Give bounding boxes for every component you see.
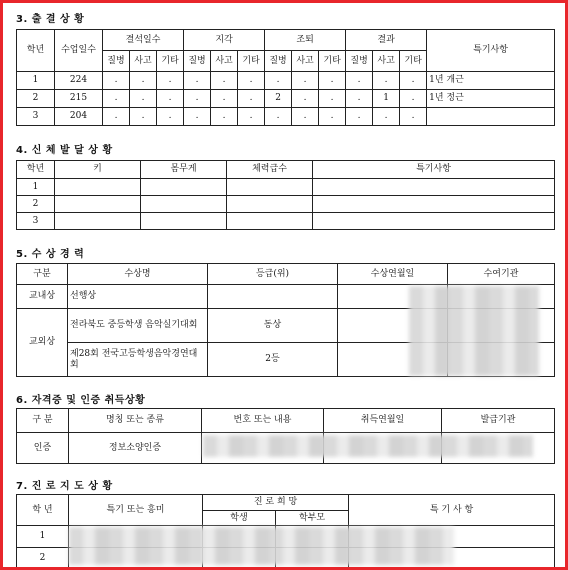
cell-value: . <box>400 72 427 90</box>
cell-value: . <box>400 108 427 126</box>
physical-title: 4. 신 체 발 달 상 황 <box>16 145 113 156</box>
cell-value: . <box>184 108 211 126</box>
header-early-leave: 조퇴 <box>265 30 346 51</box>
header-missed-class: 결과 <box>346 30 427 51</box>
sub-illness: 질병 <box>103 51 130 72</box>
cell-award-name: 제28회 전국고등학생음악경연대회 <box>68 343 208 377</box>
cell-value: 1 <box>373 90 400 108</box>
header-cert-number: 번호 또는 내용 <box>202 409 324 433</box>
header-note: 특 기 사 항 <box>349 495 555 526</box>
cell-grade: 3 <box>17 108 55 126</box>
header-note: 특기사항 <box>313 161 555 179</box>
sub-illness: 질병 <box>346 51 373 72</box>
cell-value: . <box>292 108 319 126</box>
cell-value: . <box>346 108 373 126</box>
header-career-hope: 진 로 희 망 <box>203 495 349 511</box>
cell-award-name: 선행상 <box>68 285 208 309</box>
cell-value: 2 <box>265 90 292 108</box>
cell-days: 215 <box>55 90 103 108</box>
cell-value: . <box>238 72 265 90</box>
header-cert-issuer: 발급기관 <box>442 409 555 433</box>
cell-value: . <box>346 90 373 108</box>
cell-value: . <box>103 72 130 90</box>
cell-value: . <box>157 90 184 108</box>
cell-category: 교내상 <box>17 285 68 309</box>
cell-value: . <box>319 90 346 108</box>
cell-category: 인증 <box>17 433 69 464</box>
redacted-area <box>69 527 454 565</box>
career-title: 7. 진 로 지 도 상 황 <box>16 481 113 492</box>
cell-value: . <box>373 72 400 90</box>
table-row <box>17 108 555 126</box>
header-category: 구분 <box>17 264 68 285</box>
header-grade: 학 년 <box>17 495 69 526</box>
header-award-name: 수상명 <box>68 264 208 285</box>
cell-value: . <box>319 72 346 90</box>
cell-value: . <box>265 72 292 90</box>
cell-value: . <box>103 90 130 108</box>
certs-title: 6. 자격증 및 인증 취득상황 <box>16 395 146 406</box>
cell-value: . <box>265 108 292 126</box>
cell-value: . <box>211 90 238 108</box>
header-note: 특기사항 <box>427 30 555 72</box>
header-interest: 특기 또는 흥미 <box>69 495 203 526</box>
header-height: 키 <box>55 161 141 179</box>
header-fitness: 체력급수 <box>227 161 313 179</box>
cell-value: . <box>373 108 400 126</box>
header-cert-date: 취득연월일 <box>324 409 442 433</box>
header-award-date: 수상연월일 <box>338 264 448 285</box>
table-row <box>17 213 555 230</box>
cell-value: . <box>292 90 319 108</box>
cell-value: . <box>157 108 184 126</box>
cell-note: 1년 정근 <box>427 90 555 108</box>
header-grade: 학년 <box>17 161 55 179</box>
cell-value: . <box>103 108 130 126</box>
cell-grade: 1 <box>17 72 55 90</box>
attendance-title: 3. 출 결 상 황 <box>16 14 85 25</box>
cell-value: . <box>238 108 265 126</box>
table-row <box>17 196 555 213</box>
sub-illness: 질병 <box>265 51 292 72</box>
cell-value: . <box>184 90 211 108</box>
attendance-table <box>16 29 555 126</box>
cell-award-grade: 2등 <box>208 343 338 377</box>
cell-note <box>427 108 555 126</box>
sub-illness: 질병 <box>184 51 211 72</box>
sub-accident: 사고 <box>292 51 319 72</box>
cell-value: . <box>157 72 184 90</box>
cell-value: . <box>346 72 373 90</box>
cell-grade: 1 <box>17 526 69 548</box>
cell-days: 224 <box>55 72 103 90</box>
cell-value: . <box>130 72 157 90</box>
cell-grade: 1 <box>17 179 55 196</box>
cell-value: . <box>400 90 427 108</box>
cell-value: . <box>211 108 238 126</box>
cell-days: 204 <box>55 108 103 126</box>
cell-award-grade <box>208 285 338 309</box>
cell-note: 1년 개근 <box>427 72 555 90</box>
cell-award-name: 전라북도 중등학생 음악실기대회 <box>68 309 208 343</box>
header-category: 구 분 <box>17 409 69 433</box>
sub-other: 기타 <box>238 51 265 72</box>
header-issuer: 수여기관 <box>448 264 555 285</box>
header-parent: 학부모 <box>276 511 349 526</box>
cell-award-grade: 동상 <box>208 309 338 343</box>
cell-value: . <box>130 90 157 108</box>
header-days: 수업일수 <box>55 30 103 72</box>
sub-accident: 사고 <box>130 51 157 72</box>
cell-cert-name: 정보소양인증 <box>69 433 202 464</box>
header-absence: 결석일수 <box>103 30 184 51</box>
header-cert-name: 명칭 또는 종류 <box>69 409 202 433</box>
awards-title: 5. 수 상 경 력 <box>16 249 85 260</box>
sub-other: 기타 <box>157 51 184 72</box>
cell-value: . <box>238 90 265 108</box>
sub-other: 기타 <box>319 51 346 72</box>
sub-accident: 사고 <box>211 51 238 72</box>
sub-accident: 사고 <box>373 51 400 72</box>
redacted-area <box>409 286 539 376</box>
cell-grade: 3 <box>17 213 55 230</box>
cell-value: . <box>130 108 157 126</box>
header-grade: 학년 <box>17 30 55 72</box>
cell-grade: 2 <box>17 90 55 108</box>
header-award-grade: 등급(위) <box>208 264 338 285</box>
physical-table <box>16 160 555 230</box>
cell-grade: 2 <box>17 196 55 213</box>
table-row <box>17 179 555 196</box>
cell-value: . <box>292 72 319 90</box>
cell-grade: 2 <box>17 548 69 570</box>
redacted-area <box>203 435 533 457</box>
table-row <box>17 72 555 90</box>
header-late: 지각 <box>184 30 265 51</box>
cell-value: . <box>184 72 211 90</box>
cell-category: 교외상 <box>17 309 68 377</box>
header-weight: 몸무게 <box>141 161 227 179</box>
table-row <box>17 90 555 108</box>
sub-other: 기타 <box>400 51 427 72</box>
cell-value: . <box>319 108 346 126</box>
cell-value: . <box>211 72 238 90</box>
header-student: 학생 <box>203 511 276 526</box>
